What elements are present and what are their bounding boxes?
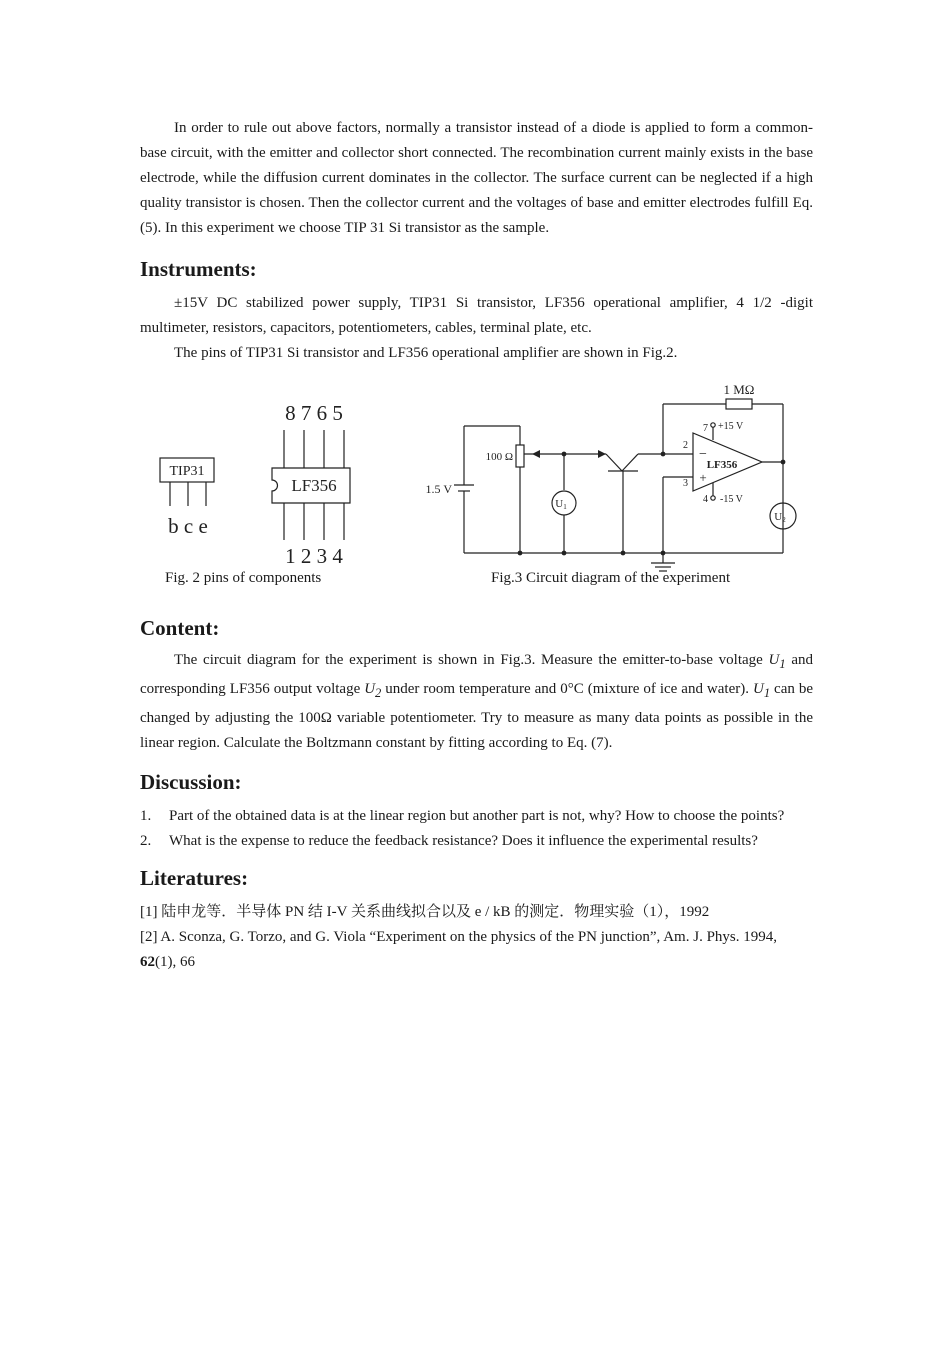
discussion-item: 2. What is the expense to reduce the feedback resistance? Does it influence the experimental results? bbox=[140, 833, 758, 849]
lf356-top-pins: 8 7 6 5 bbox=[285, 401, 343, 425]
opamp-label: LF356 bbox=[706, 459, 738, 471]
battery-label: 1.5 V bbox=[425, 482, 452, 496]
literatures-heading: Literatures: bbox=[140, 866, 249, 890]
transistor-lead-right bbox=[622, 454, 638, 471]
fig2-caption: Fig. 2 pins of components bbox=[165, 570, 322, 586]
reference-1: [1] 陆申龙等．半导体 PN 结 I-V 关系曲线拟合以及 e / kB 的测定．物理实验（1），1992 bbox=[140, 904, 710, 920]
pin4-terminal bbox=[711, 496, 715, 500]
content-heading: Content: bbox=[140, 616, 220, 640]
tip31-pins: b c e bbox=[168, 514, 208, 538]
fig3-circuit bbox=[454, 399, 796, 571]
instruments-fig-reference: The pins of TIP31 Si transistor and LF356 operational amplifier are shown in Fig.2. bbox=[174, 345, 678, 361]
opamp-minus-sign: − bbox=[699, 447, 707, 462]
intro-paragraph: In order to rule out above factors, normally a transistor instead of a diode is applied to form a common-base circuit, with the emitter and collector short connected. The recombination current mainly exists in the base electrode, while the diffusion current dominates in the collector. The surface current can be neglected if a high quality transistor is chosen. Then the collector current and the voltages of base and emitter electrodes fulfill Eq. (5). In this experiment we choose TIP 31 Si transistor as the sample. bbox=[140, 120, 813, 236]
pin4-label: 4 bbox=[703, 494, 708, 505]
discussion-heading: Discussion: bbox=[140, 770, 242, 794]
lf356-label: LF356 bbox=[291, 476, 337, 495]
pin2-label: 2 bbox=[683, 440, 688, 451]
instruments-paragraph: ±15V DC stabilized power supply, TIP31 Si transistor, LF356 operational amplifier, 4 1/2 -digit multimeter, resistors, capacitors, potentiometers, cables, terminal plate, etc. bbox=[140, 295, 813, 336]
lf356-bottom-pins: 1 2 3 4 bbox=[285, 544, 343, 568]
plus15-label: +15 V bbox=[718, 421, 744, 432]
references bbox=[140, 900, 813, 975]
voltmeter-u2-label: U2 bbox=[774, 511, 786, 524]
opamp-plus-sign: + bbox=[699, 470, 707, 485]
figures-row bbox=[140, 368, 813, 608]
potentiometer-label: 100 Ω bbox=[485, 451, 513, 463]
reference-2: [2] A. Sconza, G. Torzo, and G. Viola “Experiment on the physics of the PN junction”, Am. J. Phys. 1994, 62(1), 66 bbox=[140, 929, 777, 970]
content-paragraph: The circuit diagram for the experiment is shown in Fig.3. Measure the emitter-to-base voltage $U_1$ and corresponding LF356 output voltage $U_2$ under room temperature and 0°C (mixture of ice and water). $U_1$ can be changed by adjusting the 100Ω variable potentiometer. Try to measure as many data points as possible in the linear region. Calculate the Boltzmann constant by fitting according to Eq. (7). bbox=[140, 652, 813, 751]
pin7-terminal bbox=[711, 423, 715, 427]
tip31-label: TIP31 bbox=[169, 464, 205, 479]
junction-dot bbox=[518, 551, 523, 556]
instruments-heading: Instruments: bbox=[140, 257, 257, 281]
junction-dot bbox=[562, 551, 567, 556]
junction-dot bbox=[661, 452, 666, 457]
junction-dot bbox=[781, 460, 786, 465]
minus15-label: -15 V bbox=[720, 494, 743, 505]
voltmeter-u1-label: U1 bbox=[555, 498, 567, 511]
pin7-label: 7 bbox=[703, 423, 708, 434]
junction-dot bbox=[621, 551, 626, 556]
discussion-item: 1. Part of the obtained data is at the linear region but another part is not, why? How to choose the points? bbox=[140, 808, 785, 824]
transistor-lead-left bbox=[606, 454, 622, 471]
fig3-caption: Fig.3 Circuit diagram of the experiment bbox=[491, 570, 731, 586]
pot-wiper-arrow bbox=[532, 450, 540, 458]
base-arrow bbox=[598, 450, 606, 458]
discussion-list bbox=[140, 804, 813, 854]
page-body bbox=[140, 116, 813, 975]
feedback-resistor bbox=[726, 399, 752, 409]
junction-dot bbox=[562, 452, 567, 457]
junction-dot bbox=[661, 551, 666, 556]
potentiometer-body bbox=[516, 445, 524, 467]
pin3-label: 3 bbox=[683, 478, 688, 489]
feedback-resistor-label: 1 MΩ bbox=[723, 382, 755, 397]
